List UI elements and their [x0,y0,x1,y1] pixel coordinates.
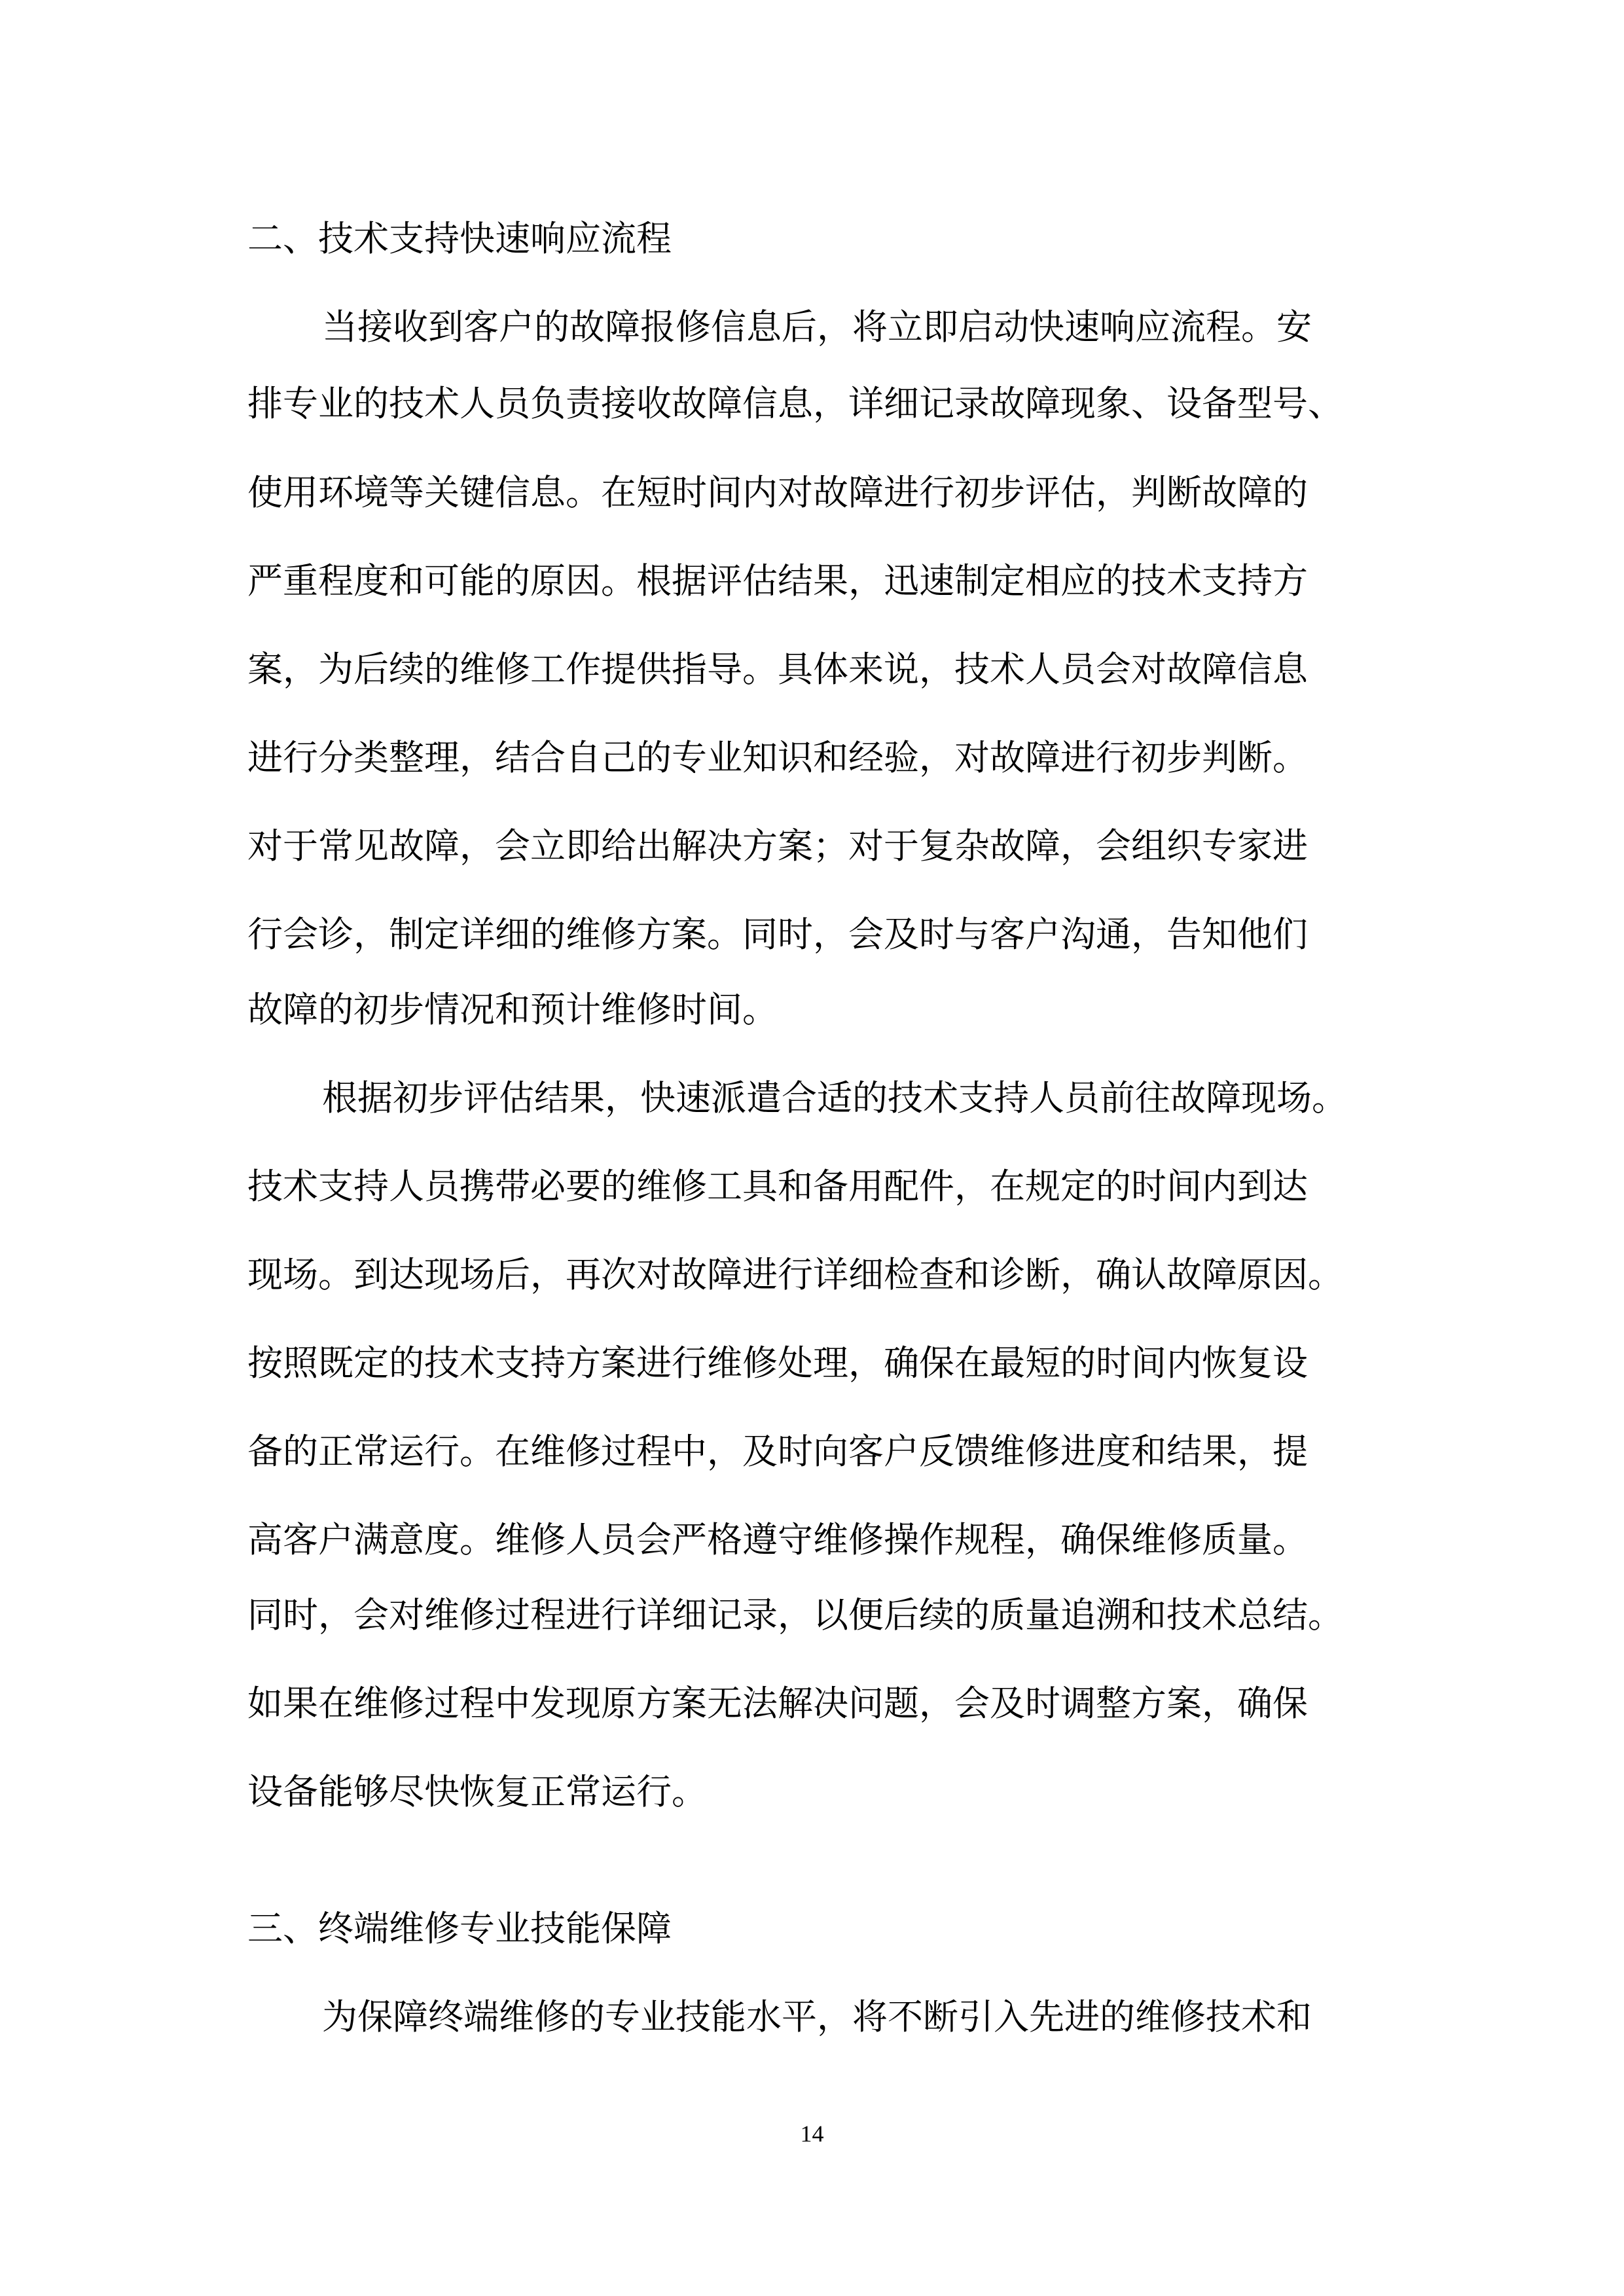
paragraph-line: 现场。到达现场后，再次对故障进行详细检查和诊断，确认故障原因。 [247,1254,1343,1295]
paragraph-line: 为保障终端维修的专业技能水平，将不断引入先进的维修技术和 [322,1996,1312,2037]
paragraph-line: 行会诊，制定详细的维修方案。同时，会及时与客户沟通，告知他们 [247,914,1308,955]
paragraph-line: 故障的初步情况和预计维修时间。 [247,989,778,1030]
paragraph-line: 如果在维修过程中发现原方案无法解决问题，会及时调整方案，确保 [247,1683,1308,1724]
paragraph-line: 对于常见故障，会立即给出解决方案；对于复杂故障，会组织专家进 [247,825,1308,867]
paragraph-line: 高客户满意度。维修人员会严格遵守维修操作规程，确保维修质量。 [247,1519,1308,1560]
paragraph-line: 进行分类整理，结合自己的专业知识和经验，对故障进行初步判断。 [247,737,1308,778]
paragraph-line: 备的正常运行。在维修过程中，及时向客户反馈维修进度和结果，提 [247,1431,1308,1472]
page-number: 14 [800,2121,824,2147]
section-heading-2: 二、技术支持快速响应流程 [247,218,672,259]
paragraph-line: 设备能够尽快恢复正常运行。 [247,1771,707,1812]
paragraph-line: 严重程度和可能的原因。根据评估结果，迅速制定相应的技术支持方 [247,560,1308,601]
paragraph-line: 技术支持人员携带必要的维修工具和备用配件，在规定的时间内到达 [247,1166,1308,1207]
paragraph-line: 同时，会对维修过程进行详细记录，以便后续的质量追溯和技术总结。 [247,1594,1343,1636]
section-heading-3: 三、终端维修专业技能保障 [247,1908,672,1949]
paragraph-line: 根据初步评估结果，快速派遣合适的技术支持人员前往故障现场。 [322,1077,1347,1119]
paragraph-line: 当接收到客户的故障报修信息后，将立即启动快速响应流程。安 [322,306,1312,348]
paragraph-line: 排专业的技术人员负责接收故障信息，详细记录故障现象、设备型号、 [247,383,1343,424]
paragraph-line: 按照既定的技术支持方案进行维修处理，确保在最短的时间内恢复设 [247,1342,1308,1384]
paragraph-line: 使用环境等关键信息。在短时间内对故障进行初步评估，判断故障的 [247,472,1308,513]
paragraph-line: 案，为后续的维修工作提供指导。具体来说，技术人员会对故障信息 [247,649,1308,690]
